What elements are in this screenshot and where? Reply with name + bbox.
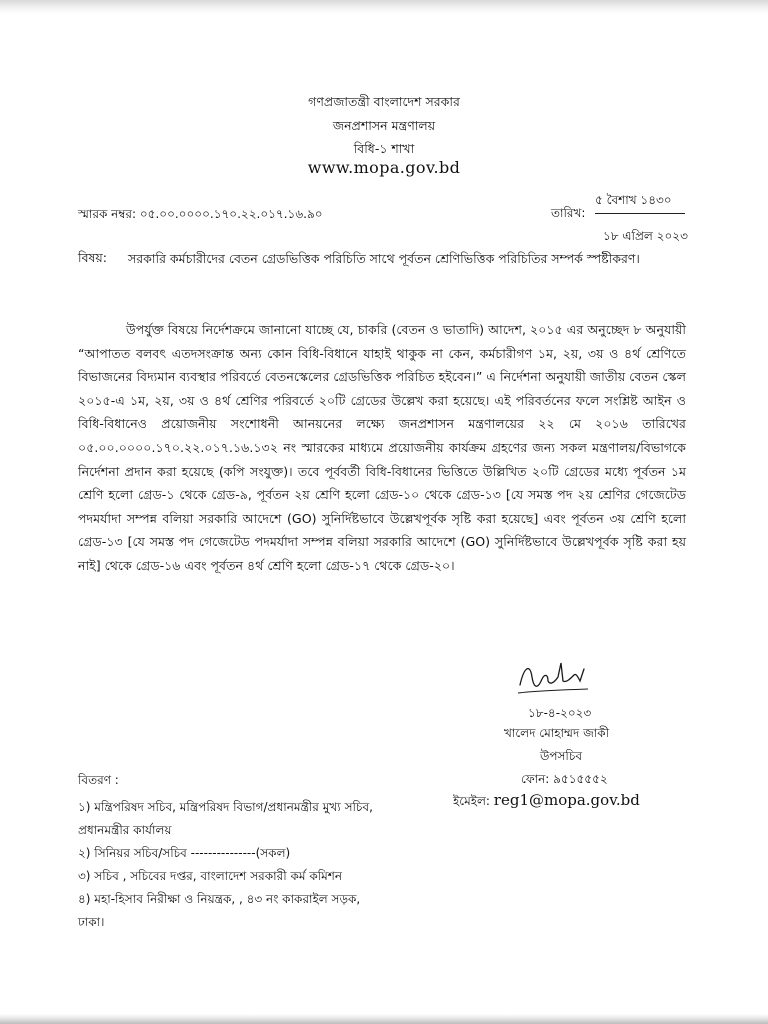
distribution-item: ৪) মহা-হিসাব নিরীক্ষা ও নিয়ন্ত্রক, , ৪৩ নং কাকরাইল সড়ক, ঢাকা। — [78, 892, 361, 929]
body-paragraph: উপর্যুক্ত বিষয়ে নির্দেশক্রমে জানানো যাচ্ছে যে, চাকরি (বেতন ও ভাতাদি) আদেশ, ২০১৫ এর অনুচ্ছেদ ৮ অনুযায়ী “আপাতত বলবৎ এতদসংক্রান্ত অন্য কোন বিধি-বিধানে যাহাই থাকুক না কেন, কর্মচারীগণ ১ম, ২য়, ৩য় ও ৪র্থ শ্রেণিতে বিভাজনের বিদ্যমান ব্যবস্থার পরিবর্তে বেতনস্কেলের গ্রেডভিত্তিক পরিচিত হইবেন।” এ নির্দেশনা অনুযায়ী জাতীয় বেতন স্কেল ২০১৫-এ ১ম, ২য়, ৩য় ও ৪র্থ শ্রেণির পরিবর্তে ২০টি গ্রেডের উল্লেখ করা হয়েছে। এই পরিবর্তনের ফলে সংশ্লিষ্ট আইন ও বিধি-বিধানেও প্রয়োজনীয় সংশোধনী আনয়নের লক্ষ্যে জনপ্রশাসন মন্ত্রণালয়ের ২২ মে ২০১৬ তারিখের ০৫.০০.০০০০.১৭০.২২.০১৭.১৬.১৩২ নং স্মারকের মাধ্যমে প্রয়োজনীয় কার্যক্রম গ্রহণের জন্য সকল মন্ত্রণালয়/বিভাগকে নির্দেশনা প্রদান করা হয়েছে (কপি সংযুক্ত)। তবে পূর্ববর্তী বিধি-বিধানের ভিত্তিতে উল্লিখিত ২০টি গ্রেডের মধ্যে পূর্বতন ১ম শ্রেণি হলো গ্রেড-১ থেকে গ্রেড-৯, পূর্বতন ২য় শ্রেণি হলো গ্রেড-১০ থেকে গ্রেড-১৩ [যে সমস্ত পদ ২য় শ্রেণির গেজেটেড পদমর্যাদা সম্পন্ন বলিয়া সরকারি আদেশে (GO) সুনির্দিষ্টভাবে উল্লেখপূর্বক সৃষ্টি করা হয়েছে] এবং পূর্বতন ৩য় শ্রেণি হলো গ্রেড-১৩ [যে সমস্ত পদ গেজেটেড পদমর্যাদা সম্পন্ন বলিয়া সরকারি আদেশে (GO) সুনির্দিষ্টভাবে উল্লেখপূর্বক সৃষ্টি করা হয় নাই] থেকে গ্রেড-১৬ এবং পূর্বতন ৪র্থ শ্রেণি হলো গ্রেড-১৭ থেকে গ্রেড-২০। — [78, 322, 686, 573]
distribution-item: ৩) সচিব , সচিবের দপ্তর, বাংলাদেশ সরকারী কর্ম কমিশন — [78, 869, 343, 883]
signatory-phone: ফোন: ৯৫১৫৫৫২ — [521, 772, 608, 786]
date-bengali: ৫ বৈশাখ ১৪৩০ — [595, 192, 685, 214]
email-label: ইমেইল: — [453, 794, 490, 808]
government-name: গণপ্রজাতন্ত্রী বাংলাদেশ সরকার — [308, 94, 460, 109]
scan-edge-top — [0, 0, 768, 14]
subject-label: বিষয়: — [78, 250, 108, 265]
signature — [514, 655, 592, 699]
signatory-designation: উপসচিব — [540, 749, 583, 763]
website-url: www.mopa.gov.bd — [307, 158, 461, 177]
distribution-item: ১) মন্ত্রিপরিষদ সচিব, মন্ত্রিপরিষদ বিভাগ/প্রধানমন্ত্রীর মুখ্য সচিব, প্রধানমন্ত্রীর কার্যালয় — [78, 800, 373, 837]
signatory-email — [453, 791, 640, 813]
distribution-title: বিতরণ : — [78, 773, 119, 787]
memo-number: স্মারক নম্বর: ০৫.০০.০০০০.১৭০.২২.০১৭.১৬.৯০ — [78, 207, 323, 221]
distribution-list — [78, 796, 378, 934]
subject-text: সরকারি কর্মচারীদের বেতন গ্রেডভিত্তিক পরিচিতি সাথে পূর্বতন শ্রেণিভিত্তিক পরিচিতির সম্পর্ক স্পষ্টীকরণ। — [128, 251, 640, 266]
signatory-name: খালেদ মোহাম্মদ জাকী — [504, 726, 610, 740]
email-address: reg1@mopa.gov.bd — [493, 791, 640, 809]
signed-date: ১৮-৪-২০২৩ — [528, 706, 592, 720]
scan-edge-bottom — [0, 1014, 768, 1024]
distribution-item: ২) সিনিয়র সচিব/সচিব ---------------(সকল) — [78, 846, 291, 860]
ministry-name: জনপ্রশাসন মন্ত্রণালয় — [332, 118, 436, 133]
section-name: বিধি-১ শাখা — [353, 141, 415, 156]
date-english: ১৮ এপ্রিল ২০২৩ — [603, 229, 688, 243]
date-label: তারিখ: — [551, 206, 586, 220]
